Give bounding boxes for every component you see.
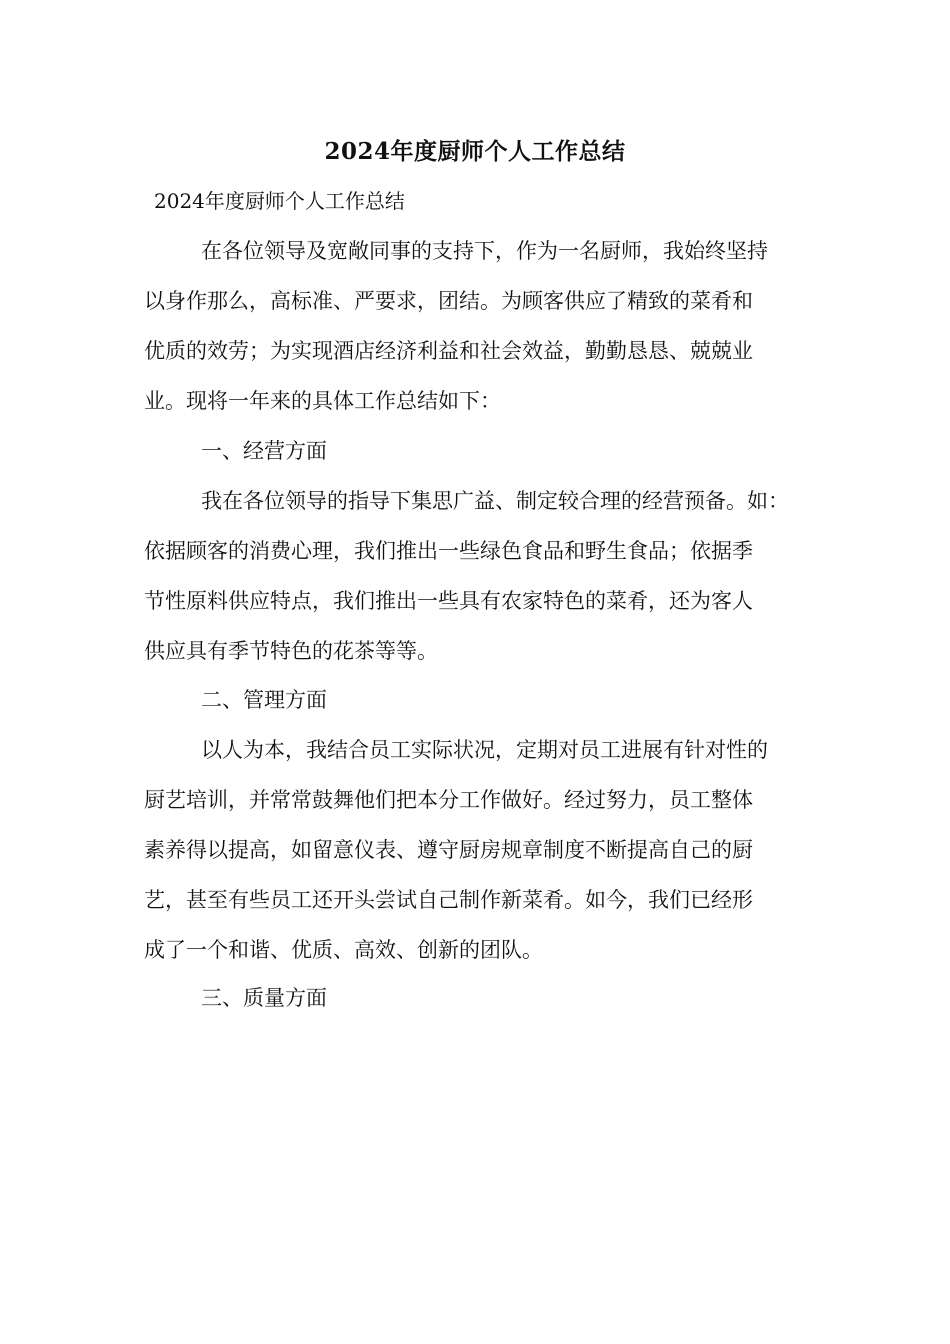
management-paragraph (144, 725, 816, 975)
paragraph-line: 节性原料供应特点，我们推出一些具有农家特色的菜肴，还为客人 (144, 589, 753, 613)
paragraph-line: 以人为本，我结合员工实际状况，定期对员工进展有针对性的 (201, 738, 768, 762)
section-heading: 一、经营方面 (201, 439, 327, 463)
paragraph-line: 我在各位领导的指导下集思广益、制定较合理的经营预备。如： (201, 489, 789, 513)
operations-paragraph (144, 476, 816, 676)
section-heading-operations (144, 426, 816, 476)
paragraph-line: 业。现将一年来的具体工作总结如下： (144, 389, 501, 413)
paragraph-line: 厨艺培训，并常常鼓舞他们把本分工作做好。经过努力，员工整体 (144, 788, 753, 812)
document-title: 2024年度厨师个人工作总结 (324, 138, 626, 165)
section-heading: 二、管理方面 (201, 688, 327, 712)
document-subtitle: 2024年度厨师个人工作总结 (154, 189, 405, 213)
paragraph-line: 素养得以提高，如留意仪表、遵守厨房规章制度不断提高自己的厨 (144, 838, 753, 862)
paragraph-line: 依据顾客的消费心理，我们推出一些绿色食品和野生食品；依据季 (144, 539, 753, 563)
paragraph-line: 优质的效劳；为实现酒店经济利益和社会效益，勤勤恳恳、兢兢业 (144, 339, 753, 363)
paragraph-line: 供应具有季节特色的花茶等等。 (144, 639, 438, 663)
paragraph-line: 在各位领导及宽敞同事的支持下，作为一名厨师，我始终坚持 (201, 239, 768, 263)
section-heading-quality (144, 973, 816, 1023)
paragraph-line: 以身作那么，高标准、严要求，团结。为顾客供应了精致的菜肴和 (144, 289, 753, 313)
paragraph-line: 成了一个和谐、优质、高效、创新的团队。 (144, 938, 543, 962)
section-heading-management (144, 675, 816, 725)
section-heading: 三、质量方面 (201, 986, 327, 1010)
intro-paragraph (144, 226, 816, 426)
paragraph-line: 艺，甚至有些员工还开头尝试自己制作新菜肴。如今，我们已经形 (144, 888, 753, 912)
